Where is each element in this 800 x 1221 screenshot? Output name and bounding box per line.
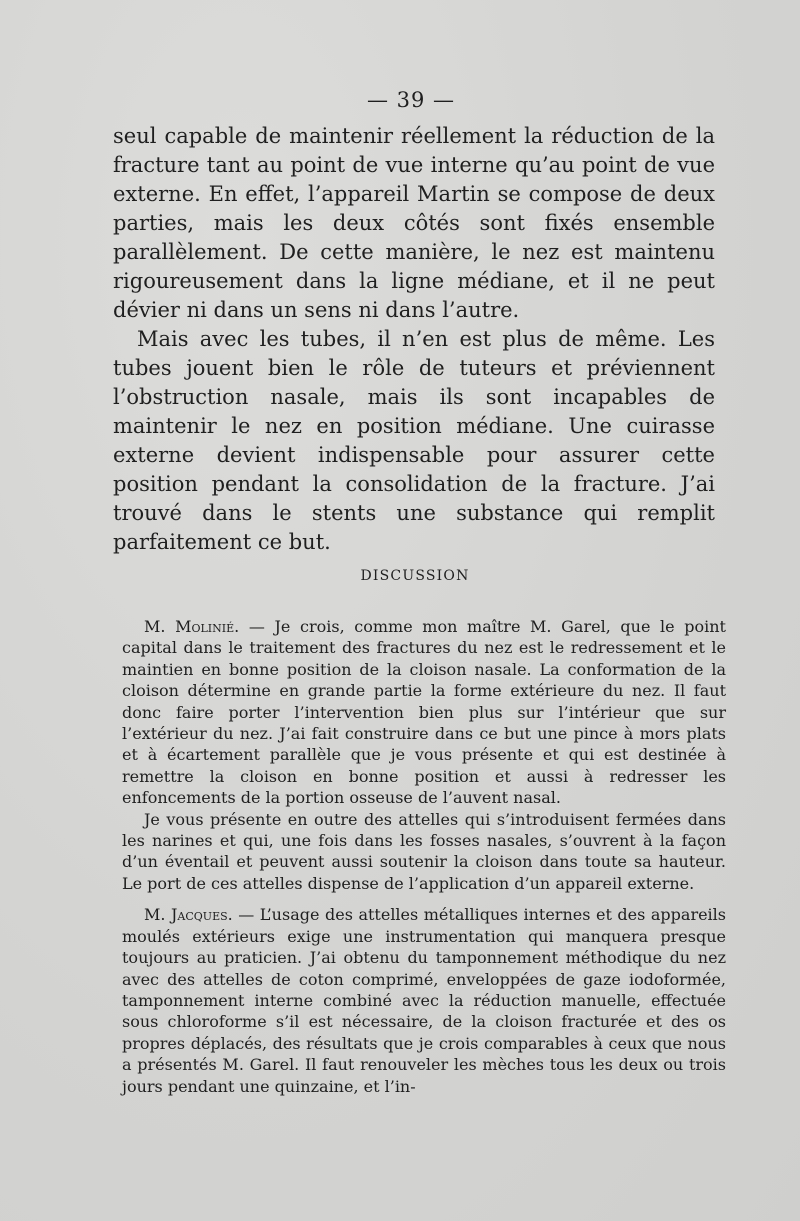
speaker-name: M. Molinié.	[144, 617, 240, 636]
discussion-paragraph-molinie-cont	[122, 809, 726, 895]
main-paragraph: Mais avec les tubes, il n’en est plus de même. Les tubes jouent bien le rôle de tuteurs et préviennent l’obstruction nasale, mais ils sont incapables de maintenir le nez en position médiane. Une cuirasse externe devient indispensable pour assurer cette position pendant la consolidation de la fracture. J’ai trouvé dans le stents une substance qui remplit parfaitement ce but.	[113, 327, 715, 554]
discussion-paragraph-jacques	[122, 904, 726, 1097]
discussion-text: Je vous présente en outre des attelles qui s’introduisent fermées dans les narines et qui, une fois dans les fosses nasales, s’ouvrent à la façon d’un éventail et peuvent aussi soutenir la cloison dans toute sa hauteur. Le port de ces attelles dispense de l’application d’un appareil externe.	[122, 809, 726, 893]
main-paragraph: seul capable de maintenir réellement la réduction de la fracture tant au point de vue interne qu’au point de vue externe. En effet, l’appareil Martin se compose de deux parties, mais les deux côtés sont fixés ensemble parallèlement. De cette manière, le nez est maintenu rigoureusement dans la ligne médiane, et il ne peut dévier ni dans un sens ni dans l’autre.	[113, 124, 715, 322]
main-text	[113, 122, 715, 557]
section-heading: DISCUSSION	[360, 568, 470, 584]
discussion-text: — L’usage des attelles métalliques internes et des appareils moulés extérieurs exige une instrumentation qui manquera presque toujours au praticien. J’ai obtenu du tamponnement méthodique du nez avec des attelles de coton comprimé, enveloppées de gaze iodoformée, tamponnement interne combiné avec la réduction manuelle, effectuée sous chloroforme s’il est nécessaire, de la cloison fracturée et des os propres déplacés, des résultats que je crois comparables à ceux que nous a présentés M. Garel. Il faut renouveler les mèches tous les deux ou trois jours pendant une quinzaine, et l’in-	[122, 905, 727, 1096]
discussion-text: — Je crois, comme mon maître M. Garel, que le point capital dans le traitement des fractures du nez est le redressement et le maintien en bonne position de la cloison nasale. La conformation de la cloison détermine en grande partie la forme extérieure du nez. Il faut donc faire porter l’intervention bien plus sur l’intérieur que sur l’extérieur du nez. J’ai fait construire dans ce but une pince à mors plats et à écartement parallèle que je vous présente et qui est destinée à remettre la cloison en bonne position et aussi à redresser les enfoncements de la portion osseuse de l’auvent nasal.	[122, 617, 726, 808]
discussion-paragraph-molinie	[122, 616, 726, 809]
discussion-section	[122, 616, 726, 1097]
speaker-name: M. Jacques.	[144, 905, 233, 925]
page-number: — 39 —	[366, 88, 456, 112]
